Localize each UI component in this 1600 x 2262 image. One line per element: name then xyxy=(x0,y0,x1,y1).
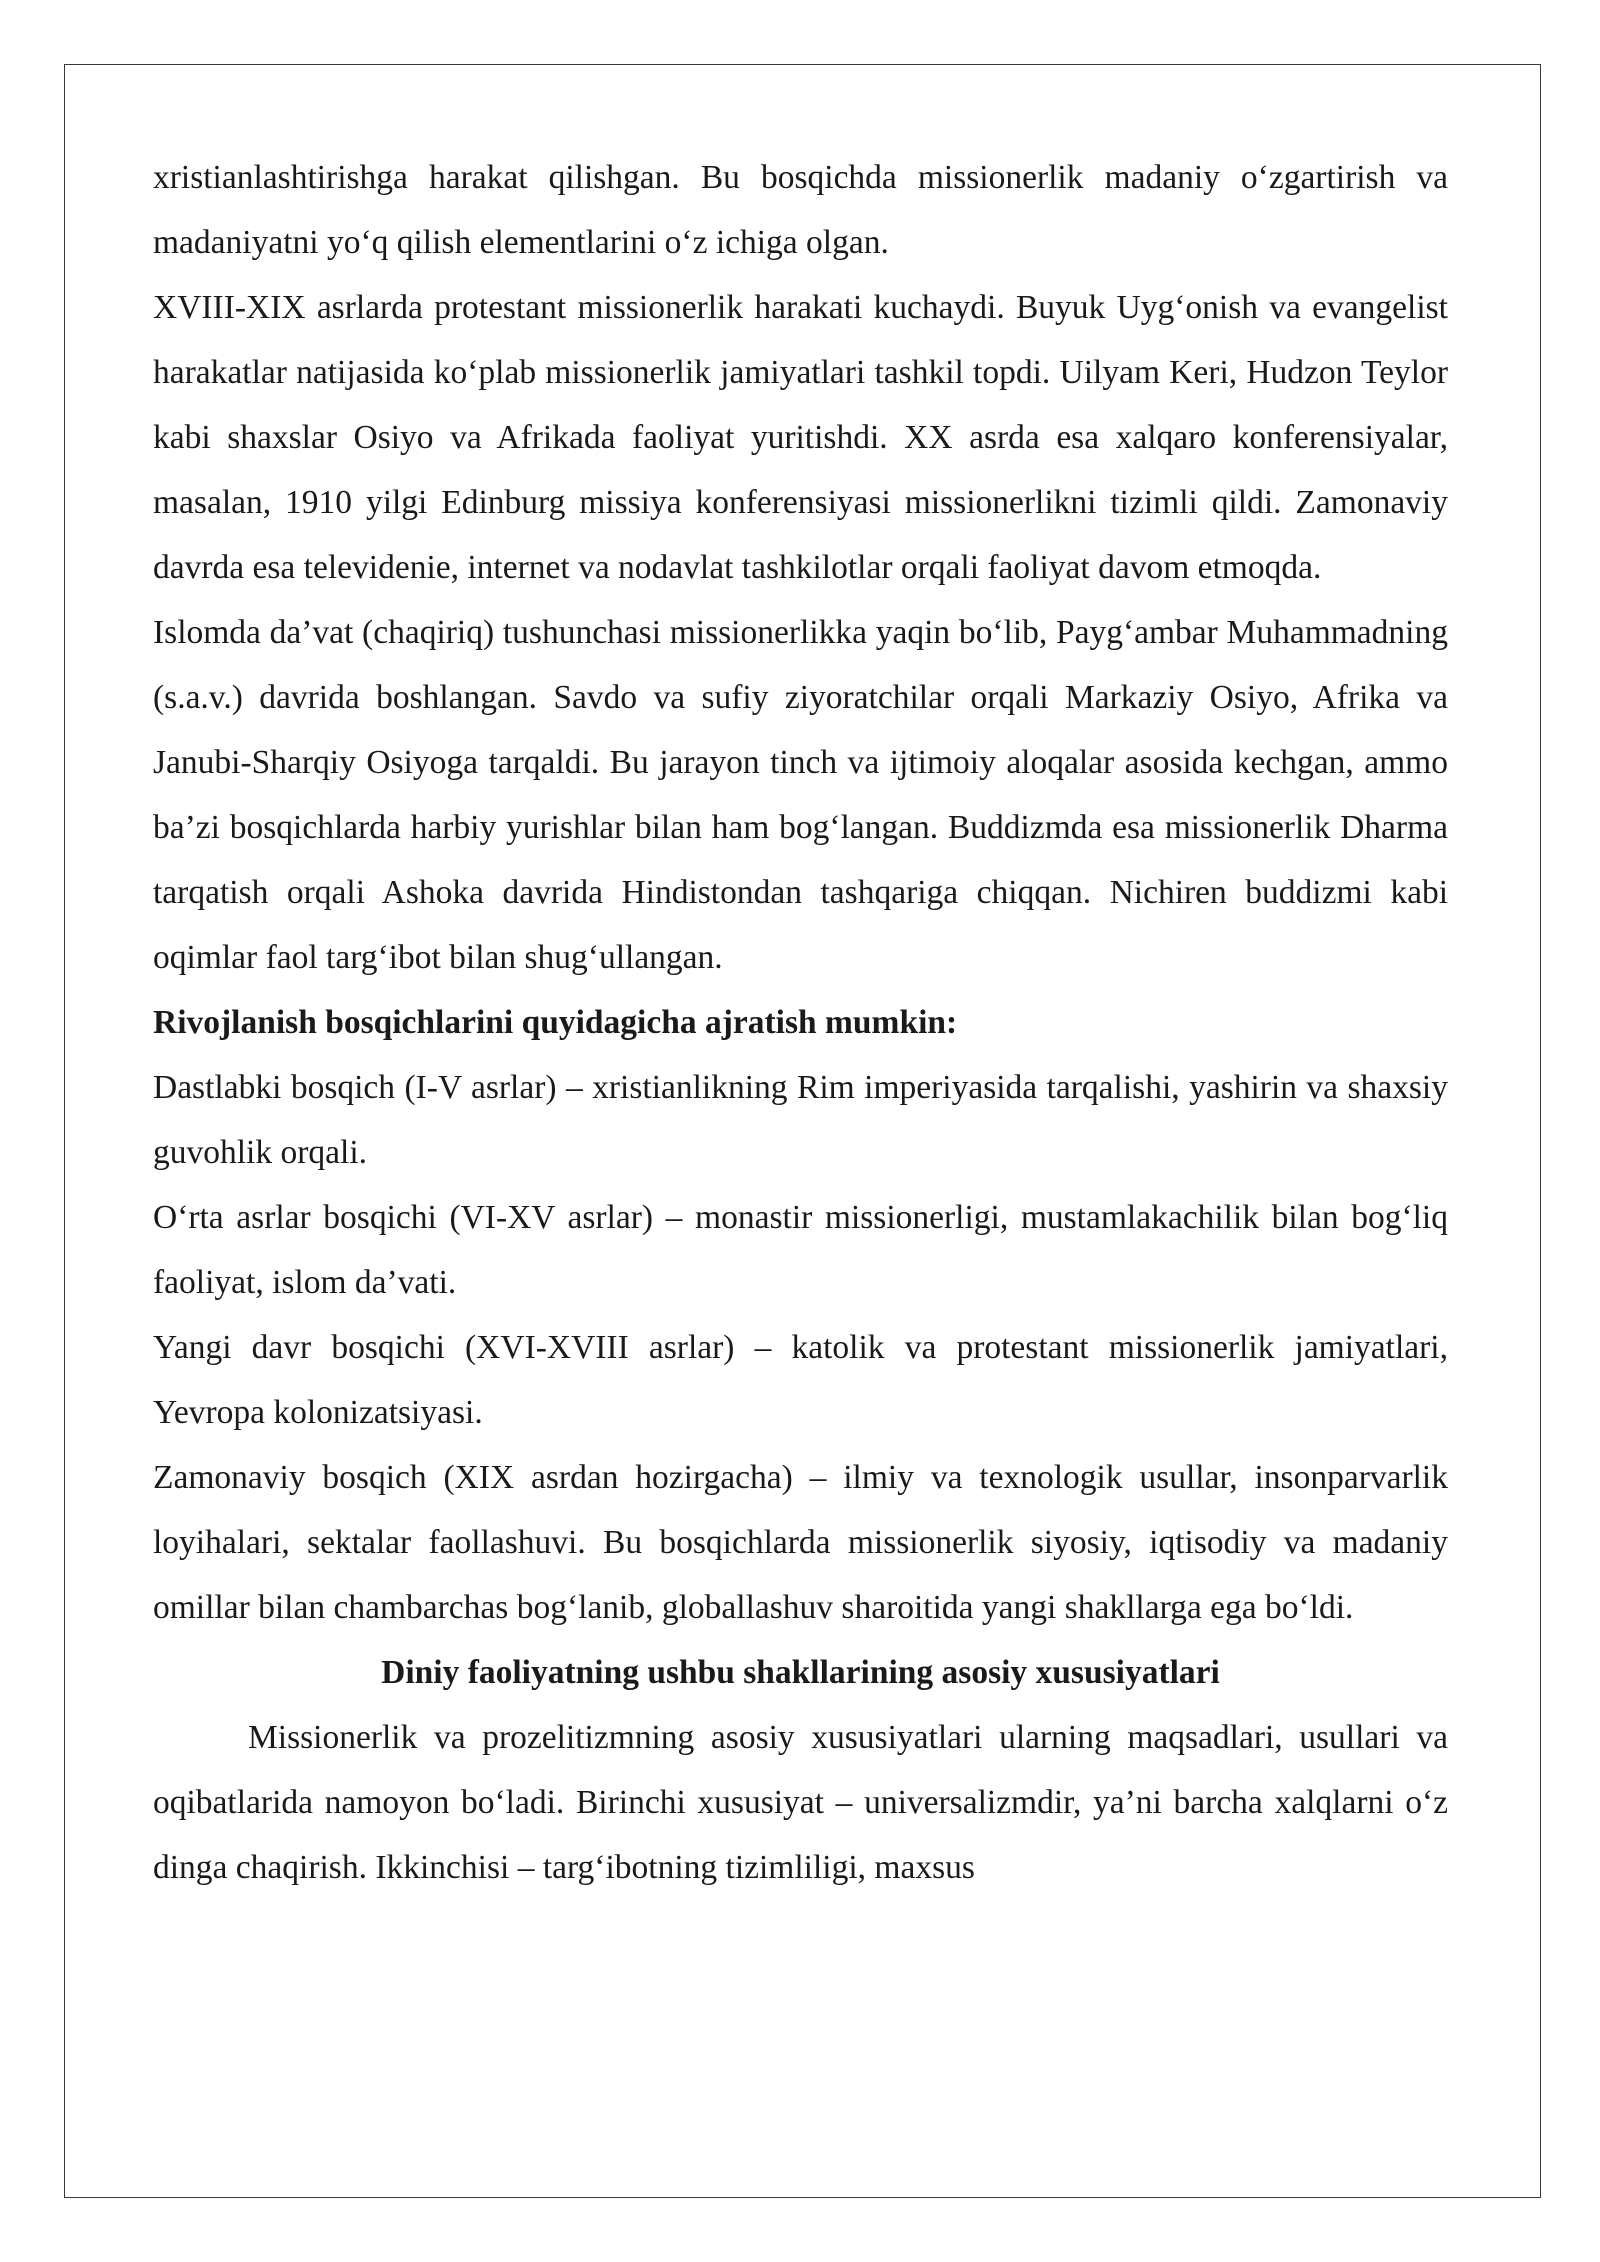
stage-new-era: Yangi davr bosqichi (XVI-XVIII asrlar) – katolik va protestant missionerlik jamiyatlari, Yevropa kolonizatsiyasi. xyxy=(153,1329,1448,1431)
stage-medieval: O‘rta asrlar bosqichi (VI-XV asrlar) – monastir missionerligi, mustamlakachilik bilan bog‘liq faoliyat, islom da’vati. xyxy=(153,1199,1448,1301)
paragraph-continuation: xristianlashtirishga harakat qilishgan. Bu bosqichda missionerlik madaniy o‘zgartirish va madaniyatni yo‘q qilish elementlarini o‘z ichiga olgan. xyxy=(153,159,1448,261)
section-heading: Diniy faoliyatning ushbu shakllarining asosiy xususiyatlari xyxy=(381,1654,1220,1691)
paragraph-islam-buddhism: Islomda da’vat (chaqiriq) tushunchasi missionerlikka yaqin bo‘lib, Payg‘ambar Muhammadning (s.a.v.) davrida boshlangan. Savdo va sufiy ziyoratchilar orqali Markaziy Osiyo, Afrika va Janubi-Sharqiy Osiyoga tarqaldi. Bu jarayon tinch va ijtimoiy aloqalar asosida kechgan, ammo ba’zi bosqichlarda harbiy yurishlar bilan ham bog‘langan. Buddizmda esa missionerlik Dharma tarqatish orqali Ashoka davrida Hindistondan tashqariga chiqqan. Nichiren buddizmi kabi oqimlar faol targ‘ibot bilan shug‘ullangan. xyxy=(153,614,1448,976)
stage-modern: Zamonaviy bosqich (XIX asrdan hozirgacha) – ilmiy va texnologik usullar, insonparvarlik loyihalari, sektalar faollashuvi. Bu bosqichlarda missionerlik siyosiy, iqtisodiy va madaniy omillar bilan chambarchas bog‘lanib, globallashuv sharoitida yangi shakllarga ega bo‘ldi. xyxy=(153,1459,1448,1626)
document-body xyxy=(153,145,1448,1900)
stages-intro: Rivojlanish bosqichlarini quyidagicha ajratish mumkin: xyxy=(153,1004,958,1041)
paragraph-features: Missionerlik va prozelitizmning asosiy xususiyatlari ularning maqsadlari, usullari va oqibatlarida namoyon bo‘ladi. Birinchi xususiyat – universalizmdir, ya’ni barcha xalqlarni o‘z dinga chaqirish. Ikkinchisi – targ‘ibotning tizimliligi, maxsus xyxy=(153,1719,1448,1886)
stage-early: Dastlabki bosqich (I-V asrlar) – xristianlikning Rim imperiyasida tarqalishi, yashirin va shaxsiy guvohlik orqali. xyxy=(153,1069,1448,1171)
paragraph-protestant-missions: XVIII-XIX asrlarda protestant missionerlik harakati kuchaydi. Buyuk Uyg‘onish va evangelist harakatlar natijasida ko‘plab missionerlik jamiyatlari tashkil topdi. Uilyam Keri, Hudzon Teylor kabi shaxslar Osiyo va Afrikada faoliyat yuritishdi. XX asrda esa xalqaro konferensiyalar, masalan, 1910 yilgi Edinburg missiya konferensiyasi missionerlikni tizimli qildi. Zamonaviy davrda esa televidenie, internet va nodavlat tashkilotlar orqali faoliyat davom etmoqda. xyxy=(153,289,1448,586)
